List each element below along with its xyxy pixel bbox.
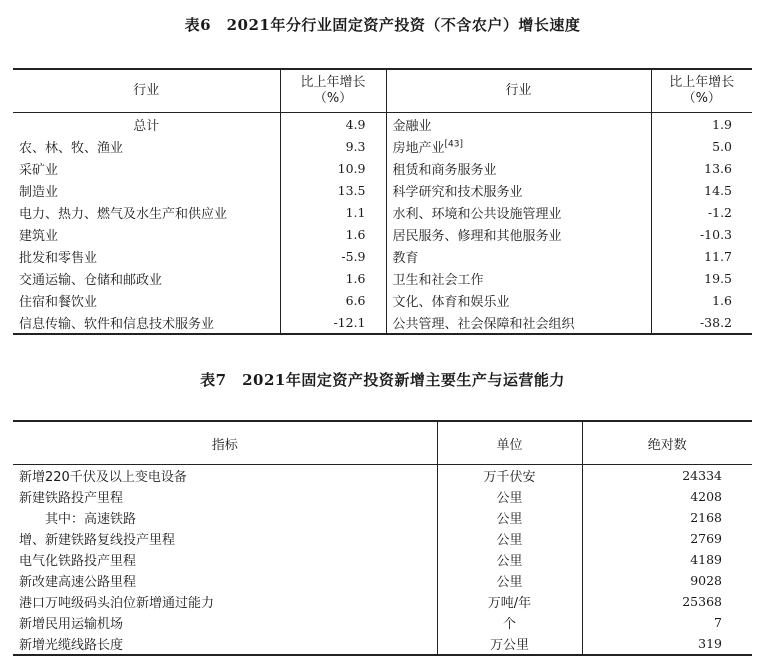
indicator-name: 增、新建铁路复线投产里程 <box>13 528 437 549</box>
unit: 公里 <box>437 549 582 570</box>
growth-value: 1.1 <box>280 201 386 223</box>
growth-value: 1.6 <box>280 267 386 289</box>
table-row <box>13 223 752 245</box>
header-growth-line2: （%） <box>682 91 721 106</box>
growth-value: 5.0 <box>712 138 732 154</box>
absolute-value: 4189 <box>690 552 722 567</box>
industry-name: 批发和零售业 <box>13 245 280 267</box>
unit: 公里 <box>437 486 582 507</box>
industry-name: 交通运输、仓储和邮政业 <box>13 267 280 289</box>
header-growth-line2: （%） <box>313 91 353 106</box>
industry-name-text: 金融业 <box>392 118 432 134</box>
growth-value: 10.9 <box>280 157 386 179</box>
table-row <box>13 267 752 289</box>
industry-name-text: 文化、体育和娱乐业 <box>392 294 510 310</box>
table6-title: 表6 2021年分行业固定资产投资（不含农户）增长速度 <box>184 16 581 34</box>
growth-value: -5.9 <box>280 245 386 267</box>
indicator-name: 新增民用运输机场 <box>13 612 437 633</box>
growth-value: -12.1 <box>280 311 386 334</box>
industry-name-text: 房地产业 <box>392 140 445 156</box>
table-row <box>13 507 752 528</box>
industry-name: 住宿和餐饮业 <box>13 289 280 311</box>
unit: 万千伏安 <box>437 465 582 487</box>
table-row <box>13 201 752 223</box>
industry-name: 电力、热力、燃气及水生产和供应业 <box>13 201 280 223</box>
unit: 万吨/年 <box>437 591 582 612</box>
table-header-row <box>13 69 752 113</box>
absolute-value: 25368 <box>682 594 722 609</box>
table-row <box>13 465 752 487</box>
indicator-name: 其中：高速铁路 <box>13 507 437 528</box>
table7-title: 表7 2021年固定资产投资新增主要生产与运营能力 <box>200 371 565 389</box>
growth-value: 1.6 <box>280 223 386 245</box>
industry-name: 建筑业 <box>13 223 280 245</box>
industry-name: 农、林、牧、渔业 <box>13 135 280 157</box>
growth-value: 1.6 <box>712 292 732 308</box>
new-capacity-table <box>13 420 752 656</box>
table-row <box>13 612 752 633</box>
industry-name <box>386 245 651 267</box>
industry-name <box>386 267 651 289</box>
indicator-name: 新增220千伏及以上变电设备 <box>13 465 437 487</box>
header-growth-left <box>280 69 386 113</box>
header-growth-line1: 比上年增长 <box>300 75 366 90</box>
absolute-value: 7 <box>714 615 722 630</box>
header-growth-right <box>651 69 752 113</box>
industry-name <box>386 223 651 245</box>
header-industry-left: 行业 <box>13 69 280 113</box>
industry-name-text: 科学研究和技术服务业 <box>392 184 523 200</box>
table-header-row <box>13 421 752 465</box>
growth-value: 19.5 <box>704 270 732 286</box>
industry-name-text: 公共管理、社会保障和社会组织 <box>392 316 575 332</box>
growth-value: -10.3 <box>699 226 732 242</box>
table-row <box>13 570 752 591</box>
industry-name <box>386 289 651 311</box>
growth-value: 6.6 <box>280 289 386 311</box>
industry-name-text: 教育 <box>392 250 419 266</box>
footnote-ref: [43] <box>444 139 463 150</box>
growth-value: -1.2 <box>707 204 732 220</box>
table-row <box>13 528 752 549</box>
table-row <box>13 113 752 136</box>
table-row <box>13 311 752 334</box>
table-row <box>13 549 752 570</box>
table-row <box>13 135 752 157</box>
industry-name <box>386 113 651 136</box>
table-row <box>13 486 752 507</box>
header-industry-right: 行业 <box>386 69 651 113</box>
growth-value: 13.6 <box>704 160 732 176</box>
absolute-value: 2168 <box>690 510 722 525</box>
industry-name-text: 卫生和社会工作 <box>392 272 484 288</box>
absolute-value: 9028 <box>690 573 722 588</box>
header-unit: 单位 <box>437 421 582 465</box>
industry-name <box>386 311 651 334</box>
indicator-name: 新建铁路投产里程 <box>13 486 437 507</box>
growth-value: 1.9 <box>712 116 732 132</box>
industry-name <box>386 157 651 179</box>
industry-name <box>386 135 651 157</box>
industry-name-text: 租赁和商务服务业 <box>392 162 497 178</box>
industry-name <box>386 201 651 223</box>
unit: 个 <box>437 612 582 633</box>
industry-name-text: 水利、环境和公共设施管理业 <box>392 206 562 222</box>
unit: 公里 <box>437 528 582 549</box>
header-value: 绝对数 <box>582 421 752 465</box>
table-row <box>13 245 752 267</box>
unit: 公里 <box>437 570 582 591</box>
growth-value: -38.2 <box>699 314 732 330</box>
table-row <box>13 633 752 655</box>
industry-name-text: 居民服务、修理和其他服务业 <box>392 228 562 244</box>
indicator-name: 新增光缆线路长度 <box>13 633 437 655</box>
table-row <box>13 591 752 612</box>
industry-name: 信息传输、软件和信息技术服务业 <box>13 311 280 334</box>
industry-name: 制造业 <box>13 179 280 201</box>
industry-name: 总计 <box>13 113 280 136</box>
header-indicator: 指标 <box>13 421 437 465</box>
growth-value: 9.3 <box>280 135 386 157</box>
absolute-value: 319 <box>698 636 722 651</box>
industry-name <box>386 179 651 201</box>
indicator-name: 港口万吨级码头泊位新增通过能力 <box>13 591 437 612</box>
indicator-name: 电气化铁路投产里程 <box>13 549 437 570</box>
growth-value: 11.7 <box>704 248 732 264</box>
table-row <box>13 179 752 201</box>
header-growth-line1: 比上年增长 <box>669 75 735 90</box>
table-row <box>13 289 752 311</box>
growth-value: 4.9 <box>280 113 386 136</box>
growth-value: 13.5 <box>280 179 386 201</box>
industry-name: 采矿业 <box>13 157 280 179</box>
absolute-value: 2769 <box>690 531 722 546</box>
industry-growth-table <box>13 68 752 335</box>
absolute-value: 24334 <box>682 468 722 483</box>
table-row <box>13 157 752 179</box>
unit: 公里 <box>437 507 582 528</box>
absolute-value: 4208 <box>690 489 722 504</box>
growth-value: 14.5 <box>704 182 732 198</box>
indicator-name: 新改建高速公路里程 <box>13 570 437 591</box>
unit: 万公里 <box>437 633 582 655</box>
